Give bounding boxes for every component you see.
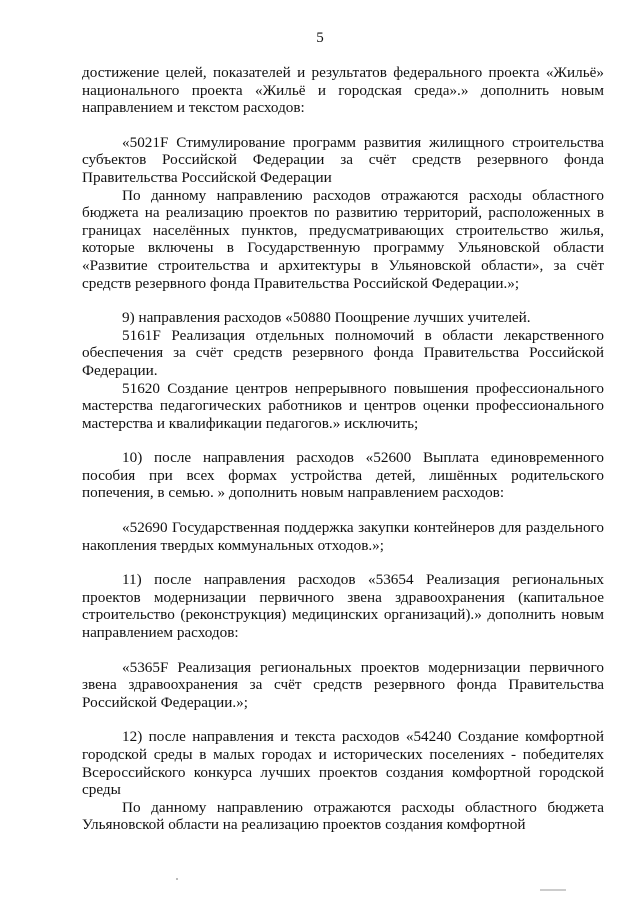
paragraph-52690: «52690 Государственная поддержка закупки контейнеров для раздельного накопления твердых коммунальных отходов.»; xyxy=(82,519,604,554)
scan-speck xyxy=(176,878,178,880)
paragraph-51620: 51620 Создание центров непрерывного повышения профессионального мастерства педагогических работников и центров оценки профессионального мастерства и квалификации педагогов.» исключить; xyxy=(82,379,604,432)
paragraph-continuation: достижение целей, показателей и результатов федерального проекта «Жильё» национального проекта «Жильё и городская среда».» дополнить новым направлением и текстом расходов: xyxy=(82,64,604,117)
paragraph-54240-description: По данному направлению отражаются расходы областного бюджета Ульяновской области на реализацию проектов создания комфортной xyxy=(82,798,604,834)
paragraph-5021f-description: По данному направлению расходов отражаются расходы областного бюджета на реализацию проектов по развитию территорий, расположенных в границах населённых пунктов, предусматривающих строительство жилья, которые включены в Государственную программу Ульяновской области «Развитие строительства и архитектуры в Ульяновской области», за счёт средств резервного фонда Правительства Российской Федерации.»; xyxy=(82,186,604,292)
paragraph-5365f: «5365F Реализация региональных проектов модернизации первичного звена здравоохранения за счёт средств резервного фонда Правительства Российской Федерации.»; xyxy=(82,658,604,711)
paragraph-item-11: 11) после направления расходов «53654 Реализация региональных проектов модернизации первичного звена здравоохранения (капитальное строительство (реконструкция) медицинских организаций).» дополнить новым направлением расходов: xyxy=(82,571,604,642)
paragraph-item-9: 9) направления расходов «50880 Поощрение лучших учителей. xyxy=(122,309,531,327)
paragraph-5161f: 5161F Реализация отдельных полномочий в области лекарственного обеспечения за счёт средств резервного фонда Правительства Российской Федерации. xyxy=(82,326,604,379)
scan-mark xyxy=(540,889,566,891)
paragraph-5021f: «5021F Стимулирование программ развития жилищного строительства субъектов Российской Федерации за счёт средств резервного фонда Правительства Российской Федерации xyxy=(82,133,604,186)
page-number: 5 xyxy=(316,30,324,46)
document-body xyxy=(82,64,604,834)
paragraph-item-10: 10) после направления расходов «52600 Выплата единовременного пособия при всех формах устройства детей, лишённых родительского попечения, в семью. » дополнить новым направлением расходов: xyxy=(82,449,604,502)
paragraph-item-12: 12) после направления и текста расходов «54240 Создание комфортной городской среды в малых городах и исторических поселениях - победителях Всероссийского конкурса лучших проектов создания комфортной городской среды xyxy=(82,728,604,799)
